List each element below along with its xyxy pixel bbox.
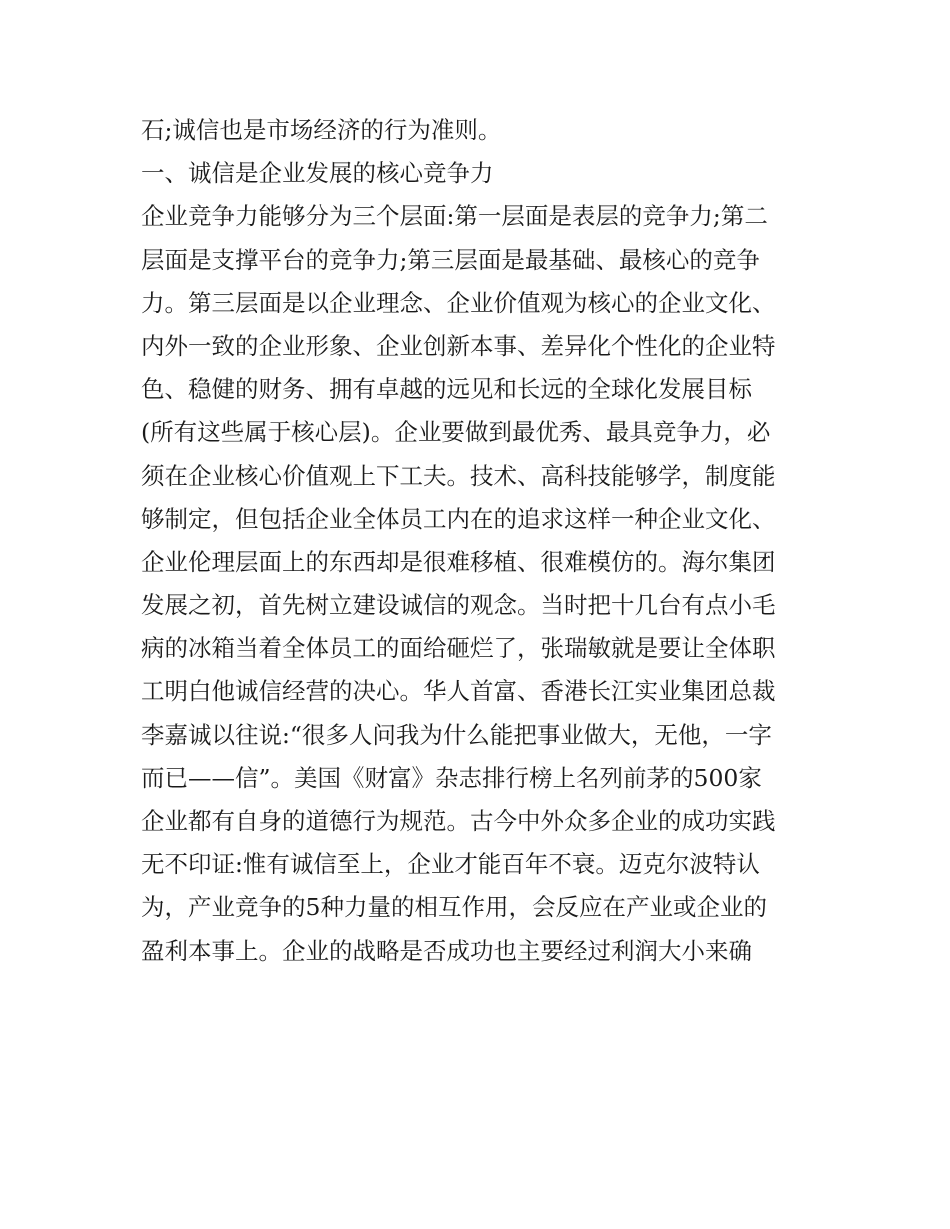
text-line-6: 内外一致的企业形象、企业创新本事、差异化个性化的企业特: [141, 331, 776, 360]
text-line-17: 企业都有自身的道德行为规范。古今中外众多企业的成功实践: [141, 807, 776, 835]
text-line-7: 色、稳健的财务、拥有卓越的远见和长远的全球化发展目标: [141, 375, 752, 404]
text-line-3: 企业竞争力能够分为三个层面:第一层面是表层的竞争力;第二: [141, 202, 768, 231]
text-line-9: 须在企业核心价值观上下工夫。技术、高科技能够学，制度能: [141, 461, 776, 490]
text-line-8: (所有这些属于核心层)。企业要做到最优秀、最具竞争力，必: [141, 418, 771, 447]
body-text: [141, 109, 821, 973]
text-line-18: 无不印证:惟有诚信至上，企业才能百年不衰。迈克尔波特认: [141, 850, 760, 879]
text-line-5: 力。第三层面是以企业理念、企业价值观为核心的企业文化、: [141, 288, 776, 317]
text-line-1: 石;诚信也是市场经济的行为准则。: [141, 116, 502, 144]
text-line-16: 而已——信”。美国《财富》杂志排行榜上名列前茅的500家: [141, 763, 762, 792]
text-line-4: 层面是支撑平台的竞争力;第三层面是最基础、最核心的竞争: [141, 245, 760, 274]
text-line-20: 盈利本事上。企业的战略是否成功也主要经过利润大小来确: [141, 936, 752, 965]
text-line-12: 发展之初，首先树立建设诚信的观念。当时把十几台有点小毛: [141, 591, 776, 620]
text-line-14: 工明白他诚信经营的决心。华人首富、香港长江实业集团总裁: [141, 677, 776, 706]
section-heading: 一、诚信是企业发展的核心竞争力: [141, 159, 494, 188]
text-line-19: 为，产业竞争的5种力量的相互作用，会反应在产业或企业的: [141, 893, 767, 922]
text-line-10: 够制定，但包括企业全体员工内在的追求这样一种企业文化、: [141, 504, 776, 533]
text-line-13: 病的冰箱当着全体员工的面给砸烂了，张瑞敏就是要让全体职: [141, 634, 776, 663]
text-line-15: 李嘉诚以往说:“很多人问我为什么能把事业做大，无他，一字: [141, 720, 772, 749]
text-line-11: 企业伦理层面上的东西却是很难移植、很难模仿的。海尔集团: [141, 547, 776, 576]
